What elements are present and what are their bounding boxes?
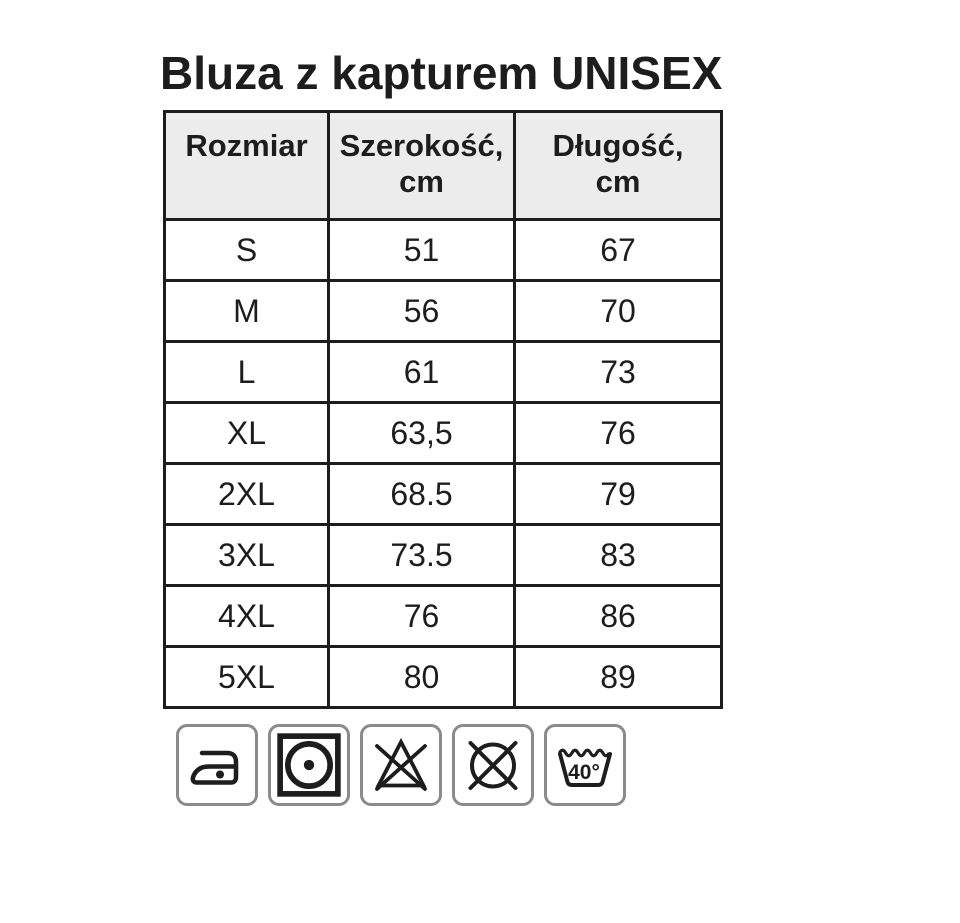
page-title: Bluza z kapturem UNISEX bbox=[160, 47, 723, 99]
table-row bbox=[165, 647, 722, 708]
care-symbols-row bbox=[176, 724, 960, 806]
width-cell: 76 bbox=[329, 586, 515, 647]
size-cell: L bbox=[165, 342, 329, 403]
size-cell: 4XL bbox=[165, 586, 329, 647]
table-row bbox=[165, 342, 722, 403]
table-row bbox=[165, 281, 722, 342]
width-cell: 56 bbox=[329, 281, 515, 342]
size-cell: 2XL bbox=[165, 464, 329, 525]
table-row bbox=[165, 525, 722, 586]
length-cell: 86 bbox=[515, 586, 722, 647]
col-header-width: Szerokość, cm bbox=[329, 112, 515, 220]
size-cell: 3XL bbox=[165, 525, 329, 586]
table-row bbox=[165, 586, 722, 647]
size-table bbox=[163, 110, 723, 709]
size-cell: M bbox=[165, 281, 329, 342]
wash-temp-label: 40° bbox=[568, 761, 600, 785]
table-row bbox=[165, 403, 722, 464]
table-row bbox=[165, 464, 722, 525]
header-row bbox=[165, 112, 722, 220]
wash-40-icon bbox=[544, 724, 626, 806]
col-header-size: Rozmiar bbox=[165, 112, 329, 220]
col-header-length: Długość, cm bbox=[515, 112, 722, 220]
width-cell: 63,5 bbox=[329, 403, 515, 464]
length-cell: 89 bbox=[515, 647, 722, 708]
length-cell: 79 bbox=[515, 464, 722, 525]
tumble-dry-one-dot-icon bbox=[268, 724, 350, 806]
do-not-bleach-icon bbox=[360, 724, 442, 806]
length-cell: 83 bbox=[515, 525, 722, 586]
table-row bbox=[165, 220, 722, 281]
size-cell: XL bbox=[165, 403, 329, 464]
length-cell: 76 bbox=[515, 403, 722, 464]
length-cell: 73 bbox=[515, 342, 722, 403]
length-cell: 67 bbox=[515, 220, 722, 281]
width-cell: 51 bbox=[329, 220, 515, 281]
length-cell: 70 bbox=[515, 281, 722, 342]
size-cell: 5XL bbox=[165, 647, 329, 708]
width-cell: 68.5 bbox=[329, 464, 515, 525]
do-not-dry-clean-icon bbox=[452, 724, 534, 806]
width-cell: 80 bbox=[329, 647, 515, 708]
iron-one-dot-icon bbox=[176, 724, 258, 806]
size-cell: S bbox=[165, 220, 329, 281]
width-cell: 73.5 bbox=[329, 525, 515, 586]
width-cell: 61 bbox=[329, 342, 515, 403]
